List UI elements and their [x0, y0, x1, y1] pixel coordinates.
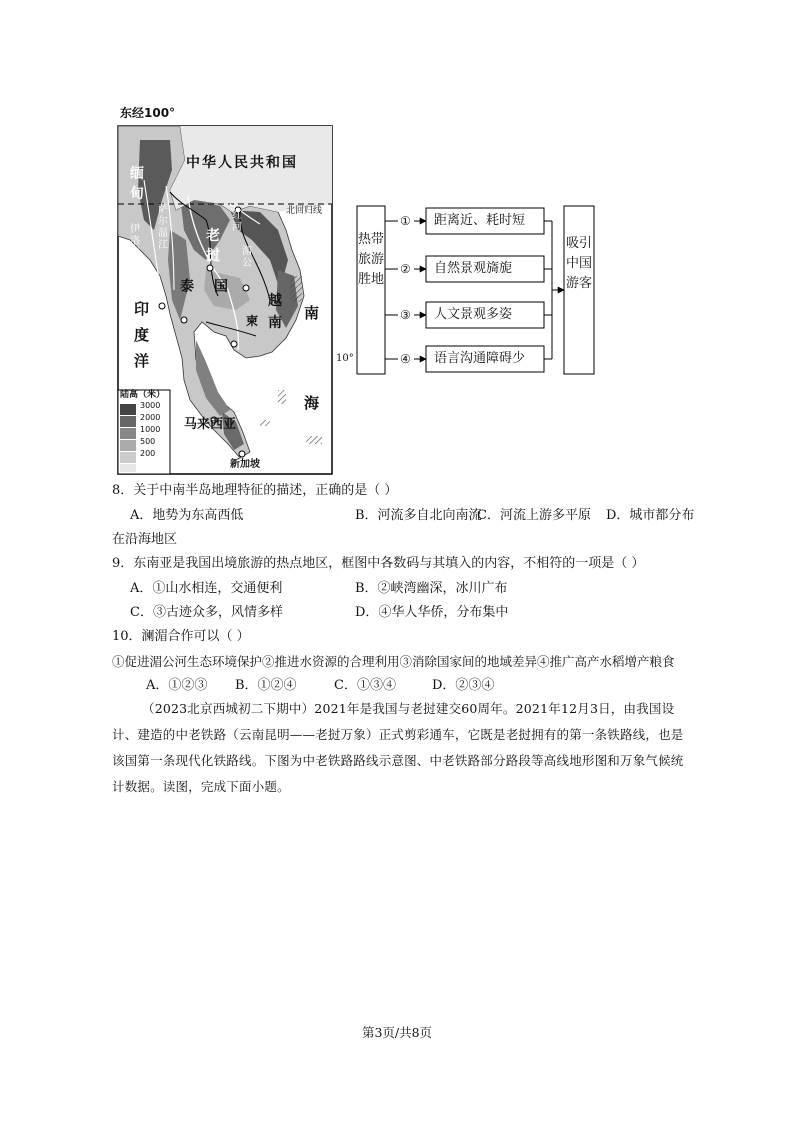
diagram-left-box: 热带旅游胜地 [357, 232, 384, 287]
diagram-num-2: ② [400, 262, 411, 276]
legend-value: 200 [140, 449, 156, 458]
river-mekong-label: 湄 公 [242, 246, 252, 269]
malaysia-label: 马来西亚 [184, 417, 237, 432]
legend-value: 1000 [140, 425, 161, 434]
legend-value: 3000 [140, 401, 161, 410]
q9-stem: 9．东南亚是我国出境旅游的热点地区，框图中各数码与其填入的内容，不相符的一项是（ ） [112, 556, 645, 571]
diagram-item-4: 语言沟通障碍少 [434, 351, 526, 366]
southeast-asia-map [110, 100, 340, 480]
q10-statements: ①促进湄公河生态环境保护②推进水资源的合理利用③消除国家间的地域差异④推广高产水稻增产粮食 [112, 654, 675, 669]
cambodia-label: 柬 [246, 314, 259, 328]
q10-option-d: D．②③④ [432, 678, 495, 693]
burma-label: 缅 甸 [130, 166, 144, 202]
q9-option-c: C．③古迹众多，风情多样 [130, 605, 283, 620]
longitude-label: 东经100° [120, 106, 176, 120]
laos-label: 老 挝 [206, 228, 220, 264]
diagram-num-1: ① [400, 214, 411, 228]
q8-option-d-cont: 在沿海地区 [112, 532, 178, 547]
diagram-item-2: 自然景观旖旎 [434, 261, 513, 276]
q9-option-b: B．②峡湾幽深，冰川广布 [355, 581, 508, 596]
q9-option-d: D．④华人华侨，分布集中 [355, 605, 509, 620]
diagram-item-1: 距离近、耗时短 [434, 213, 526, 228]
q9-option-a: A．①山水相连，交通便利 [130, 581, 283, 596]
q10-option-c: C．①③④ [334, 678, 396, 693]
legend-title: 陆高（米） [120, 390, 166, 400]
q8-option-a: A．地势为东高西低 [130, 508, 244, 523]
legend-value: 500 [140, 437, 156, 446]
tourism-diagram [352, 200, 612, 380]
q10-option-b: B．①②④ [235, 678, 297, 693]
q8-option-d: D．城市都分布 [606, 508, 695, 523]
tropic-label: 北回归线 [286, 206, 323, 216]
diagram-item-3: 人文景观多姿 [434, 307, 513, 322]
intro-paragraph: （2023北京西城初二下期中）2021年是我国与老挝建交60周年。2021年12月3日，由我国设计、建造的中老铁路（云南昆明——老挝万象）正式剪彩通车，它既是老挝拥有的第一条铁路线，也是该国第一条现代化铁路线。下图为中老铁路路线示意图、中老铁路部分路段等高线地形图和万象气候统计数据。读图，完成下面小题。 [112, 701, 684, 794]
diagram-right-box: 吸引中国游客 [565, 236, 592, 291]
q10-option-a: A．①②③ [146, 678, 208, 693]
page-footer: 第3页/共8页 [361, 1025, 433, 1040]
river-salween-label: 萨 尔 温 江 [158, 204, 168, 251]
lat-label: 10° [336, 353, 354, 364]
thailand-label-2: 国 [214, 279, 228, 295]
q8-option-c: C．河流上游多平原 [477, 508, 591, 523]
vietnam-label: 越 南 [268, 293, 282, 331]
south-sea-label: 南 海 [304, 304, 320, 412]
singapore-label: 新加坡 [230, 459, 260, 470]
q8-option-b: B．河流多自北向南流 [355, 508, 482, 523]
diagram-num-3: ③ [400, 308, 411, 322]
diagram-num-4: ④ [400, 352, 411, 366]
legend-value: 2000 [140, 413, 161, 422]
q10-stem: 10．澜湄合作可以（ ） [112, 629, 250, 644]
river-irrawaddy-label: 伊 洛 瓦 底 江 [130, 224, 140, 283]
legend-values [140, 400, 160, 460]
river-red-label: 红 河 [232, 210, 242, 233]
q8-stem: 8．关于中南半岛地理特征的描述，正确的是（ ） [112, 483, 398, 498]
china-label: 中华人民共和国 [186, 155, 298, 171]
thailand-label: 泰 [180, 279, 194, 295]
indian-ocean-label: 印 度 洋 [134, 300, 150, 370]
